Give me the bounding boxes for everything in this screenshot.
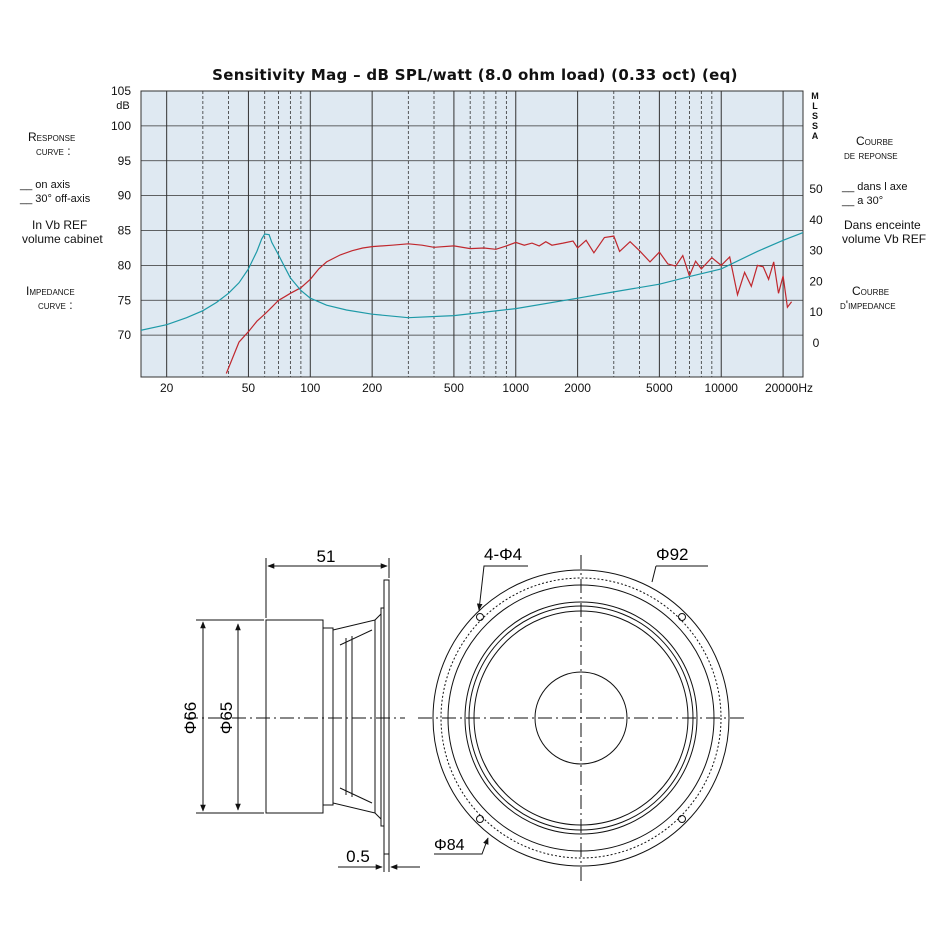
legend-item-off-axis: __ 30° off-axis xyxy=(20,193,91,205)
response-label: Response xyxy=(28,130,76,144)
y2-tick-label: 50 xyxy=(809,182,823,196)
impedance-label: Impedance xyxy=(26,284,75,298)
frequency-response-chart xyxy=(0,0,950,420)
y2-axis-label-char: S xyxy=(811,111,819,121)
chart-title: Sensitivity Mag – dB SPL/watt (8.0 ohm load) (0.33 oct) (eq) xyxy=(212,66,738,84)
x-tick-label: 500 xyxy=(443,381,464,395)
legend-a-30: __ a 30° xyxy=(842,195,884,207)
legend-item-on-axis: __ on axis xyxy=(20,179,71,191)
y-axis-label: dB xyxy=(116,100,130,112)
legend-dans-axe-label: dans l axe xyxy=(857,181,908,193)
x-tick-label: 50 xyxy=(241,381,256,395)
dimension-flange-label: 0.5 xyxy=(346,847,370,866)
y2-tick-label: 30 xyxy=(809,243,823,258)
y-tick-label: 95 xyxy=(117,153,131,168)
gasket xyxy=(381,608,384,826)
phi92-label: Φ92 xyxy=(656,545,689,564)
leader-phi92 xyxy=(652,566,708,582)
y-tick-label: 80 xyxy=(117,258,131,273)
x-tick-label: 10000 xyxy=(704,381,738,395)
d-impedance-label: d'impedance xyxy=(840,298,896,312)
mounting-hole xyxy=(679,816,686,823)
y-tick-label: 85 xyxy=(117,223,131,238)
y-tick-label: 90 xyxy=(117,188,131,203)
speaker-dimension-drawing xyxy=(0,520,950,940)
dimension-phi66-label: Φ66 xyxy=(181,701,200,735)
y2-axis-label-char: S xyxy=(811,121,819,131)
magnet-body xyxy=(266,620,323,813)
x-tick-label: 5000 xyxy=(646,381,673,395)
dans-enceinte-label: Dans enceinte xyxy=(844,218,921,232)
cone-edge xyxy=(375,614,381,819)
y-tick-label: 100 xyxy=(110,118,131,133)
courbe-label: Courbe xyxy=(856,134,894,148)
legend-a-30-label: a 30° xyxy=(857,195,884,207)
mounting-hole xyxy=(477,614,484,621)
legend-dans-axe: __ dans l axe xyxy=(842,181,908,193)
x-tick-label: 1000 xyxy=(502,381,530,395)
x-tick-label: 200 xyxy=(362,381,383,395)
legend-on-axis-label: on axis xyxy=(35,179,71,191)
de-reponse-label: de reponse xyxy=(844,148,898,162)
y2-tick-label: 20 xyxy=(809,274,823,289)
mounting-hole xyxy=(477,816,484,823)
response-curve-label: curve : xyxy=(36,144,71,158)
phi84-label: Φ84 xyxy=(434,837,465,854)
y-tick-label: 70 xyxy=(117,328,131,343)
y-tick-label: 75 xyxy=(117,293,131,308)
leader-lines xyxy=(434,566,708,854)
basket-inner-lines xyxy=(346,636,352,797)
vb-ref-label: In Vb REF xyxy=(32,218,88,232)
y-tick-label: 105 xyxy=(110,84,131,98)
leader-holes xyxy=(479,566,528,610)
y2-tick-label: 40 xyxy=(809,212,823,227)
mounting-hole xyxy=(679,614,686,621)
impedance-curve-label: curve : xyxy=(38,298,73,312)
dimension-depth-label: 51 xyxy=(316,547,336,566)
y2-tick-label: 0 xyxy=(812,336,820,350)
x-tick-label: 20 xyxy=(159,381,174,395)
basket-frame xyxy=(333,620,375,813)
x-tick-label: 2000 xyxy=(564,381,591,395)
x-tick-label: 100 xyxy=(300,381,321,395)
y2-axis-label-char: M xyxy=(811,91,819,101)
y2-tick-label: 10 xyxy=(809,305,823,320)
courbe2-label: Courbe xyxy=(852,284,890,298)
x-tick-label-end: 20000Hz xyxy=(764,381,813,395)
dimension-depth xyxy=(266,558,389,618)
volume-cabinet-label: volume cabinet xyxy=(22,232,103,246)
mounting-flange xyxy=(384,580,389,854)
y2-axis-label-char: L xyxy=(812,101,818,111)
basket-ribs xyxy=(340,630,372,803)
plot-area xyxy=(141,91,803,377)
legend-off-axis-label: 30° off-axis xyxy=(35,193,91,205)
volume-vb-ref-label: volume Vb REF xyxy=(842,232,927,246)
holes-label: 4-Φ4 xyxy=(484,545,523,564)
dimension-phi65-label: Φ65 xyxy=(217,701,236,735)
magnet-plate xyxy=(323,628,333,805)
front-view xyxy=(418,555,744,881)
y2-axis-label-char: A xyxy=(811,131,819,141)
